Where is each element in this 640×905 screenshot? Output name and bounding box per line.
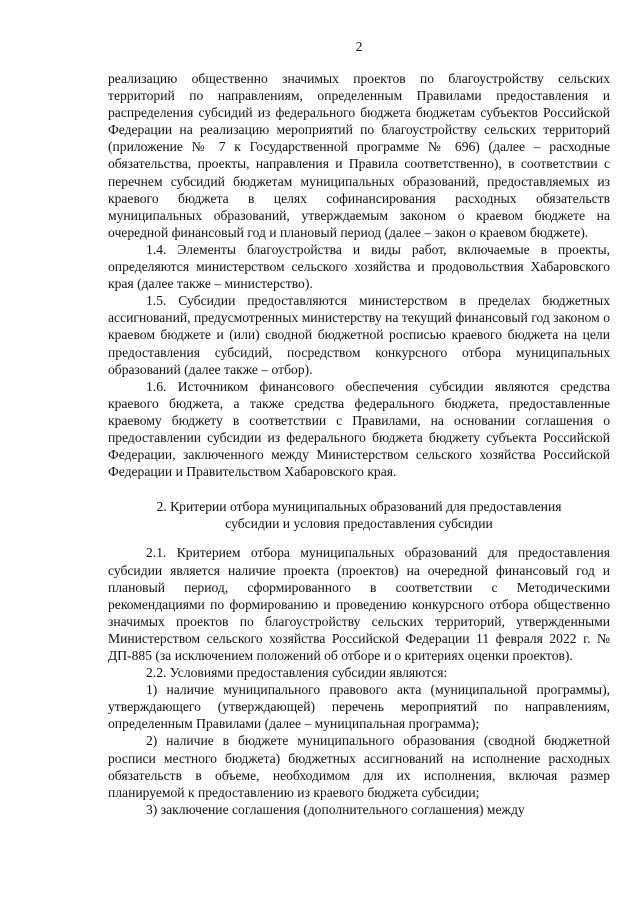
paragraph: 1) наличие муниципального правового акта (муниципальной программы), утверждающего (утверждающей) перечень мероприятий по направлениям, определенным Правилами (далее – муниципальная программа); bbox=[108, 682, 610, 732]
document-body bbox=[108, 70, 610, 818]
paragraph: 2.2. Условиями предоставления субсидии являются: bbox=[146, 665, 448, 681]
paragraph: 1.4. Элементы благоустройства и виды работ, включаемые в проекты, определяются министерством сельского хозяйства и продовольствия Хабаровского края (далее также – министерство). bbox=[108, 241, 610, 292]
section-heading-line-1: 2. Критерии отбора муниципальных образований для предоставления bbox=[156, 499, 562, 515]
paragraph: 1.6. Источником финансового обеспечения субсидии являются средства краевого бюджета, а также средства федерального бюджета, предоставленные краевому бюджету в соответствии с Правилами, на основании соглашения о предоставлении субсидии из федерального бюджета бюджету субъекта Российской Федерации, заключенного между Министерством сельского хозяйства Российской Федерации и Правительством Хабаровского края. bbox=[108, 378, 610, 480]
paragraphs-before-heading bbox=[108, 70, 610, 480]
paragraph: 1.5. Субсидии предоставляются министерством в пределах бюджетных ассигнований, предусмотренных министерству на текущий финансовый год законом о краевом бюджете и (или) сводной бюджетной росписью краевого бюджета на цели предоставления субсидий, посредством конкурсного отбора муниципальных образований (далее также – отбор). bbox=[108, 293, 610, 377]
paragraph: 2.1. Критерием отбора муниципальных образований для предоставления субсидии является наличие проекта (проектов) на очередной финансовый год и плановый период, сформированного в соответствии с Методическими рекомендациями по формированию и проведению конкурсного отбора общественно значимых проектов по благоустройству сельских территорий, утвержденными Министерством сельского хозяйства Российской Федерации 11 февраля 2022 г. № ДП-885 (за исключением положений об отборе и о критериях оценки проектов). bbox=[108, 545, 610, 663]
paragraphs-after-heading bbox=[108, 544, 610, 818]
paragraph: реализацию общественно значимых проектов по благоустройству сельских территорий по направлениям, определенным Правилами предоставления и распределения субсидий из федерального бюджета бюджетам субъектов Российской Федерации на реализацию мероприятий по благоустройству сельских территорий (приложение № 7 к Государственной программе № 696) (далее – расходные обязательства, проекты, направления и Правила соответственно), в соответствии с перечнем субсидий бюджетам муниципальных образований, предоставляемых из краевого бюджета в целях софинансирования расходных обязательств муниципальных образований, утверждаемым законом о краевом бюджете на очередной финансовый год и плановый период (далее – закон о краевом бюджете). bbox=[108, 71, 610, 240]
paragraph: 3) заключение соглашения (дополнительного соглашения) между bbox=[146, 801, 525, 817]
section-heading bbox=[108, 498, 610, 532]
page-number: 2 bbox=[355, 39, 363, 54]
section-heading-line-2: субсидии и условия предоставления субсидии bbox=[225, 516, 493, 532]
paragraph: 2) наличие в бюджете муниципального образования (сводной бюджетной росписи местного бюджета) бюджетных ассигнований на исполнение расходных обязательств в объеме, необходимом для их исполнения, включая размер планируемой к предоставлению из краевого бюджета субсидии; bbox=[108, 733, 610, 800]
